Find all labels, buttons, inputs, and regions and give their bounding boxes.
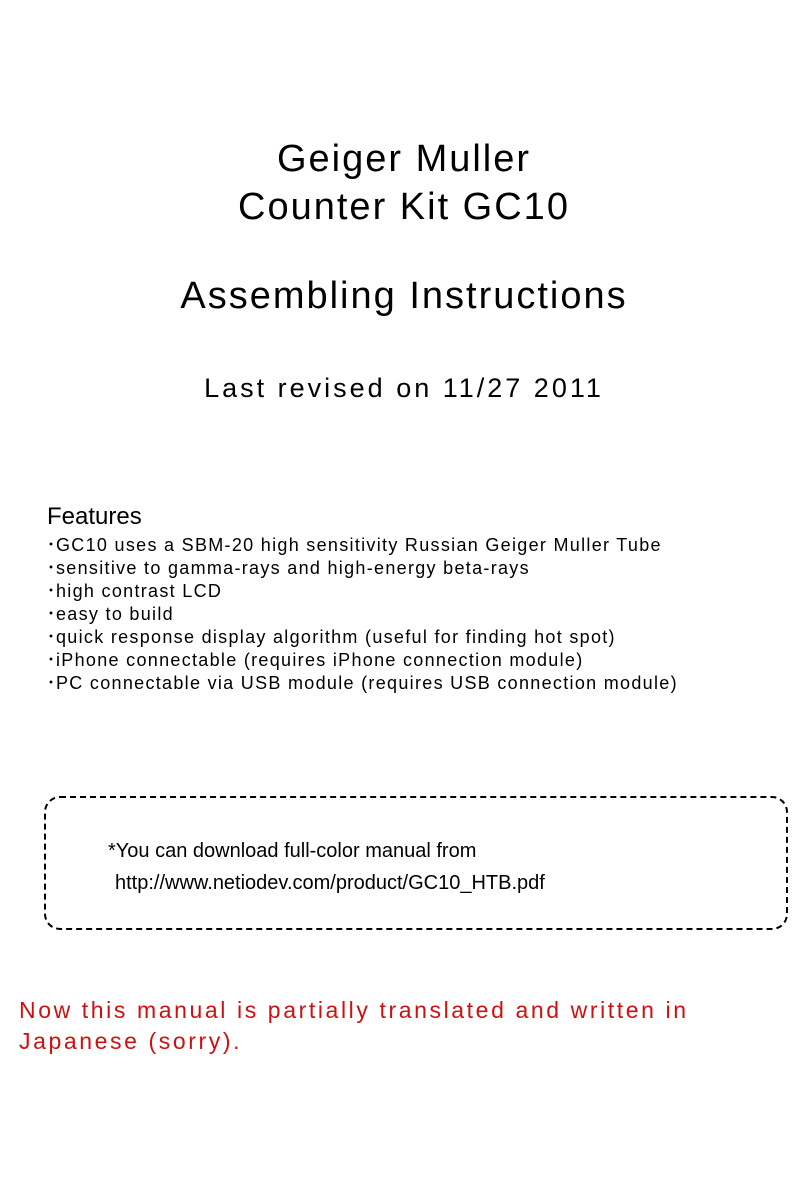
feature-text: PC connectable via USB module (requires USB connection module): [56, 673, 678, 693]
download-url-link[interactable]: http://www.netiodev.com/product/GC10_HTB.pdf: [115, 872, 545, 894]
translation-notice: [19, 995, 789, 1057]
bullet-icon: ･: [47, 560, 57, 577]
feature-item: [47, 626, 802, 649]
bullet-icon: ･: [47, 629, 57, 646]
title-line-1: Geiger Muller: [276, 138, 532, 180]
notice-line-2: Japanese (sorry).: [19, 1028, 243, 1054]
feature-text: high contrast LCD: [56, 581, 223, 601]
feature-text: quick response display algorithm (useful for finding hot spot): [56, 627, 616, 647]
feature-item: [47, 534, 802, 557]
feature-item: [47, 580, 802, 603]
subtitle-block: [0, 272, 808, 320]
bullet-icon: ･: [47, 537, 57, 554]
feature-text: GC10 uses a SBM-20 high sensitivity Russian Geiger Muller Tube: [56, 535, 662, 555]
feature-item: [47, 557, 802, 580]
revision-date: Last revised on 11/27 2011: [204, 373, 604, 403]
features-heading: Features: [47, 503, 142, 530]
features-list: [47, 534, 802, 695]
bullet-icon: ･: [47, 652, 57, 669]
feature-text: sensitive to gamma-rays and high-energy beta-rays: [56, 558, 530, 578]
feature-text: easy to build: [56, 604, 174, 624]
revision-block: [0, 368, 808, 408]
download-note-text: *You can download full-color manual from: [108, 840, 477, 862]
bullet-icon: ･: [47, 583, 57, 600]
title-block: [0, 135, 808, 231]
bullet-icon: ･: [47, 606, 57, 623]
notice-line-1: Now this manual is partially translated and written in: [19, 997, 689, 1023]
feature-item: [47, 649, 802, 672]
features-section: [47, 502, 802, 695]
feature-item: [47, 672, 802, 695]
title-line-2: Counter Kit GC10: [238, 186, 570, 228]
bullet-icon: ･: [47, 675, 57, 692]
download-note-box: [44, 796, 788, 930]
subtitle: Assembling Instructions: [180, 275, 628, 317]
feature-item: [47, 603, 802, 626]
feature-text: iPhone connectable (requires iPhone connection module): [56, 650, 584, 670]
